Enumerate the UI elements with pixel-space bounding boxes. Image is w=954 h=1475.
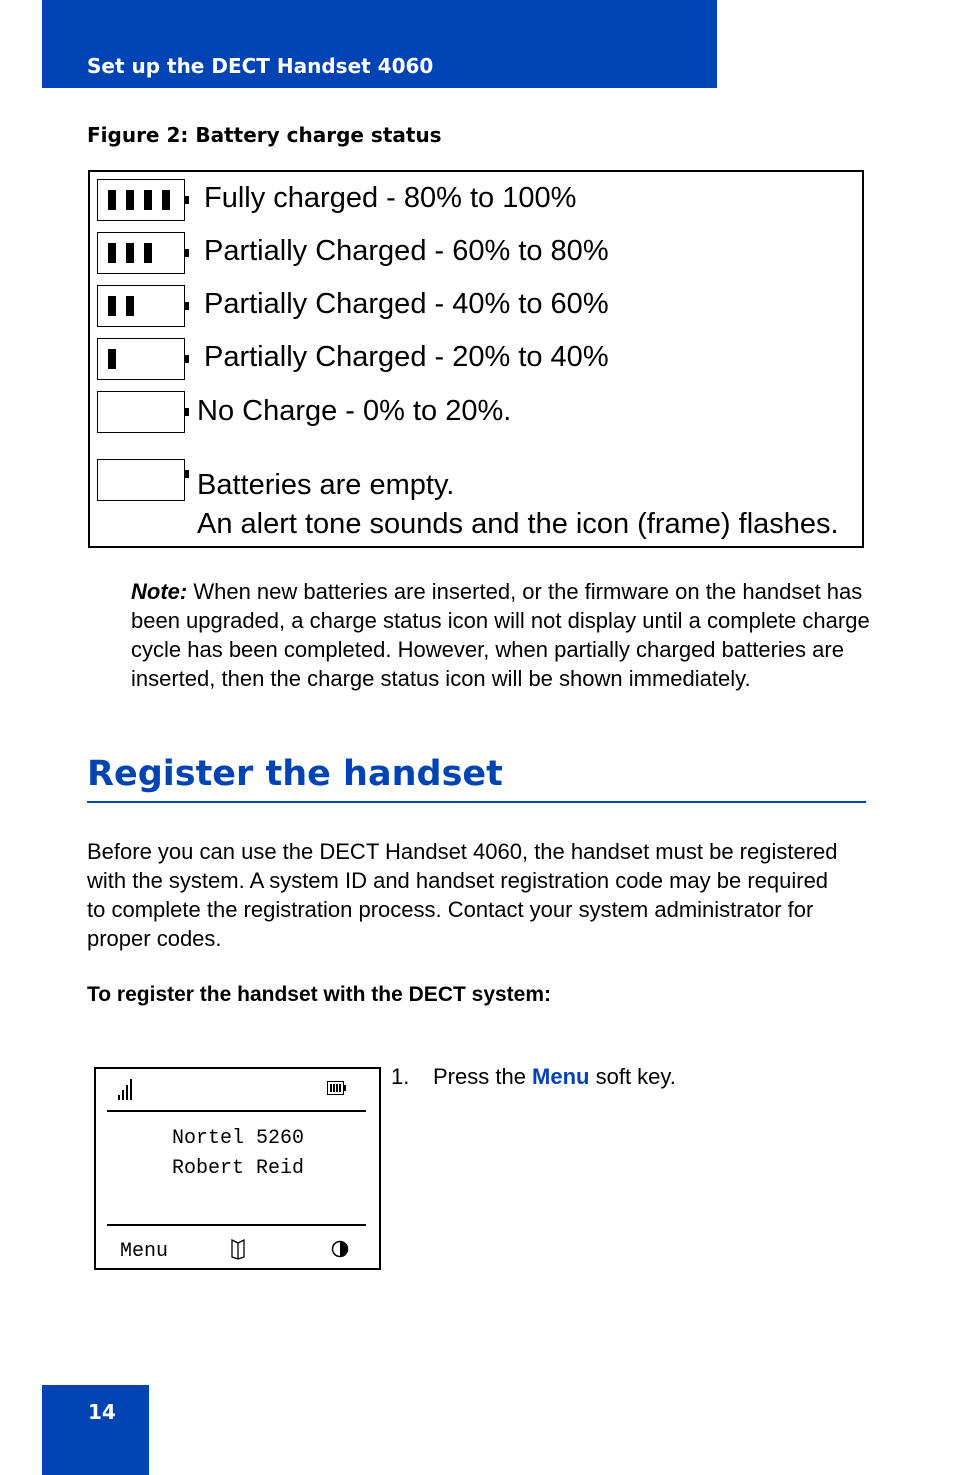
battery-empty-icon — [97, 391, 185, 433]
battery-status-label: No Charge - 0% to 20%. — [197, 395, 512, 427]
battery-three-bars-icon — [97, 232, 185, 274]
battery-one-bar-icon — [97, 338, 185, 380]
signal-icon — [118, 1077, 136, 1101]
step-text-before: Press the — [433, 1064, 533, 1089]
step-number: 1. — [391, 1064, 410, 1089]
screen-divider-bottom — [107, 1224, 366, 1226]
phonebook-icon[interactable] — [230, 1237, 246, 1261]
note-paragraph — [131, 577, 871, 693]
screen-divider-top — [107, 1110, 366, 1112]
figure-caption: Figure 2: Battery charge status — [87, 123, 442, 147]
step-text-after: soft key. — [589, 1064, 676, 1089]
battery-status-label: Partially Charged - 60% to 80% — [204, 235, 609, 267]
header-title: Set up the DECT Handset 4060 — [87, 54, 434, 78]
battery-status-label: Partially Charged - 20% to 40% — [204, 341, 609, 373]
note-text: When new batteries are inserted, or the firmware on the handset has been upgraded, a charge status icon will not display until a complete charge cycle has been completed. However, when partially charged batteries are inserted, then the charge status icon will be shown immediately. — [131, 579, 870, 691]
page-number: 14 — [88, 1400, 116, 1424]
step-key-name: Menu — [532, 1064, 590, 1089]
section-divider — [87, 801, 866, 803]
battery-icon — [327, 1081, 347, 1095]
step-1 — [391, 1064, 676, 1090]
battery-status-label: Batteries are empty. — [197, 469, 455, 501]
contrast-icon[interactable] — [331, 1239, 349, 1259]
battery-flashing-frame-icon — [97, 459, 185, 501]
footer-bar — [42, 1385, 149, 1475]
section-title: Register the handset — [87, 754, 503, 794]
battery-status-label: Fully charged - 80% to 100% — [204, 182, 577, 214]
note-label: Note: — [131, 579, 188, 604]
header-bar — [42, 0, 717, 88]
battery-status-label: Partially Charged - 40% to 60% — [204, 288, 609, 320]
handset-screen — [94, 1067, 381, 1270]
menu-softkey-label[interactable]: Menu — [120, 1240, 169, 1263]
intro-paragraph: Before you can use the DECT Handset 4060, the handset must be registered with the system. A system ID and handset registration code may be required to complete the registration process. Contact your system administrator for proper codes. — [87, 839, 838, 951]
procedure-title: To register the handset with the DECT system: — [87, 983, 552, 1006]
screen-line-2: Robert Reid — [172, 1157, 305, 1180]
screen-line-1: Nortel 5260 — [172, 1127, 305, 1150]
battery-status-figure — [88, 170, 864, 548]
battery-two-bars-icon — [97, 285, 185, 327]
battery-full-icon — [97, 179, 185, 221]
battery-status-detail: An alert tone sounds and the icon (frame) flashes. — [197, 508, 839, 540]
